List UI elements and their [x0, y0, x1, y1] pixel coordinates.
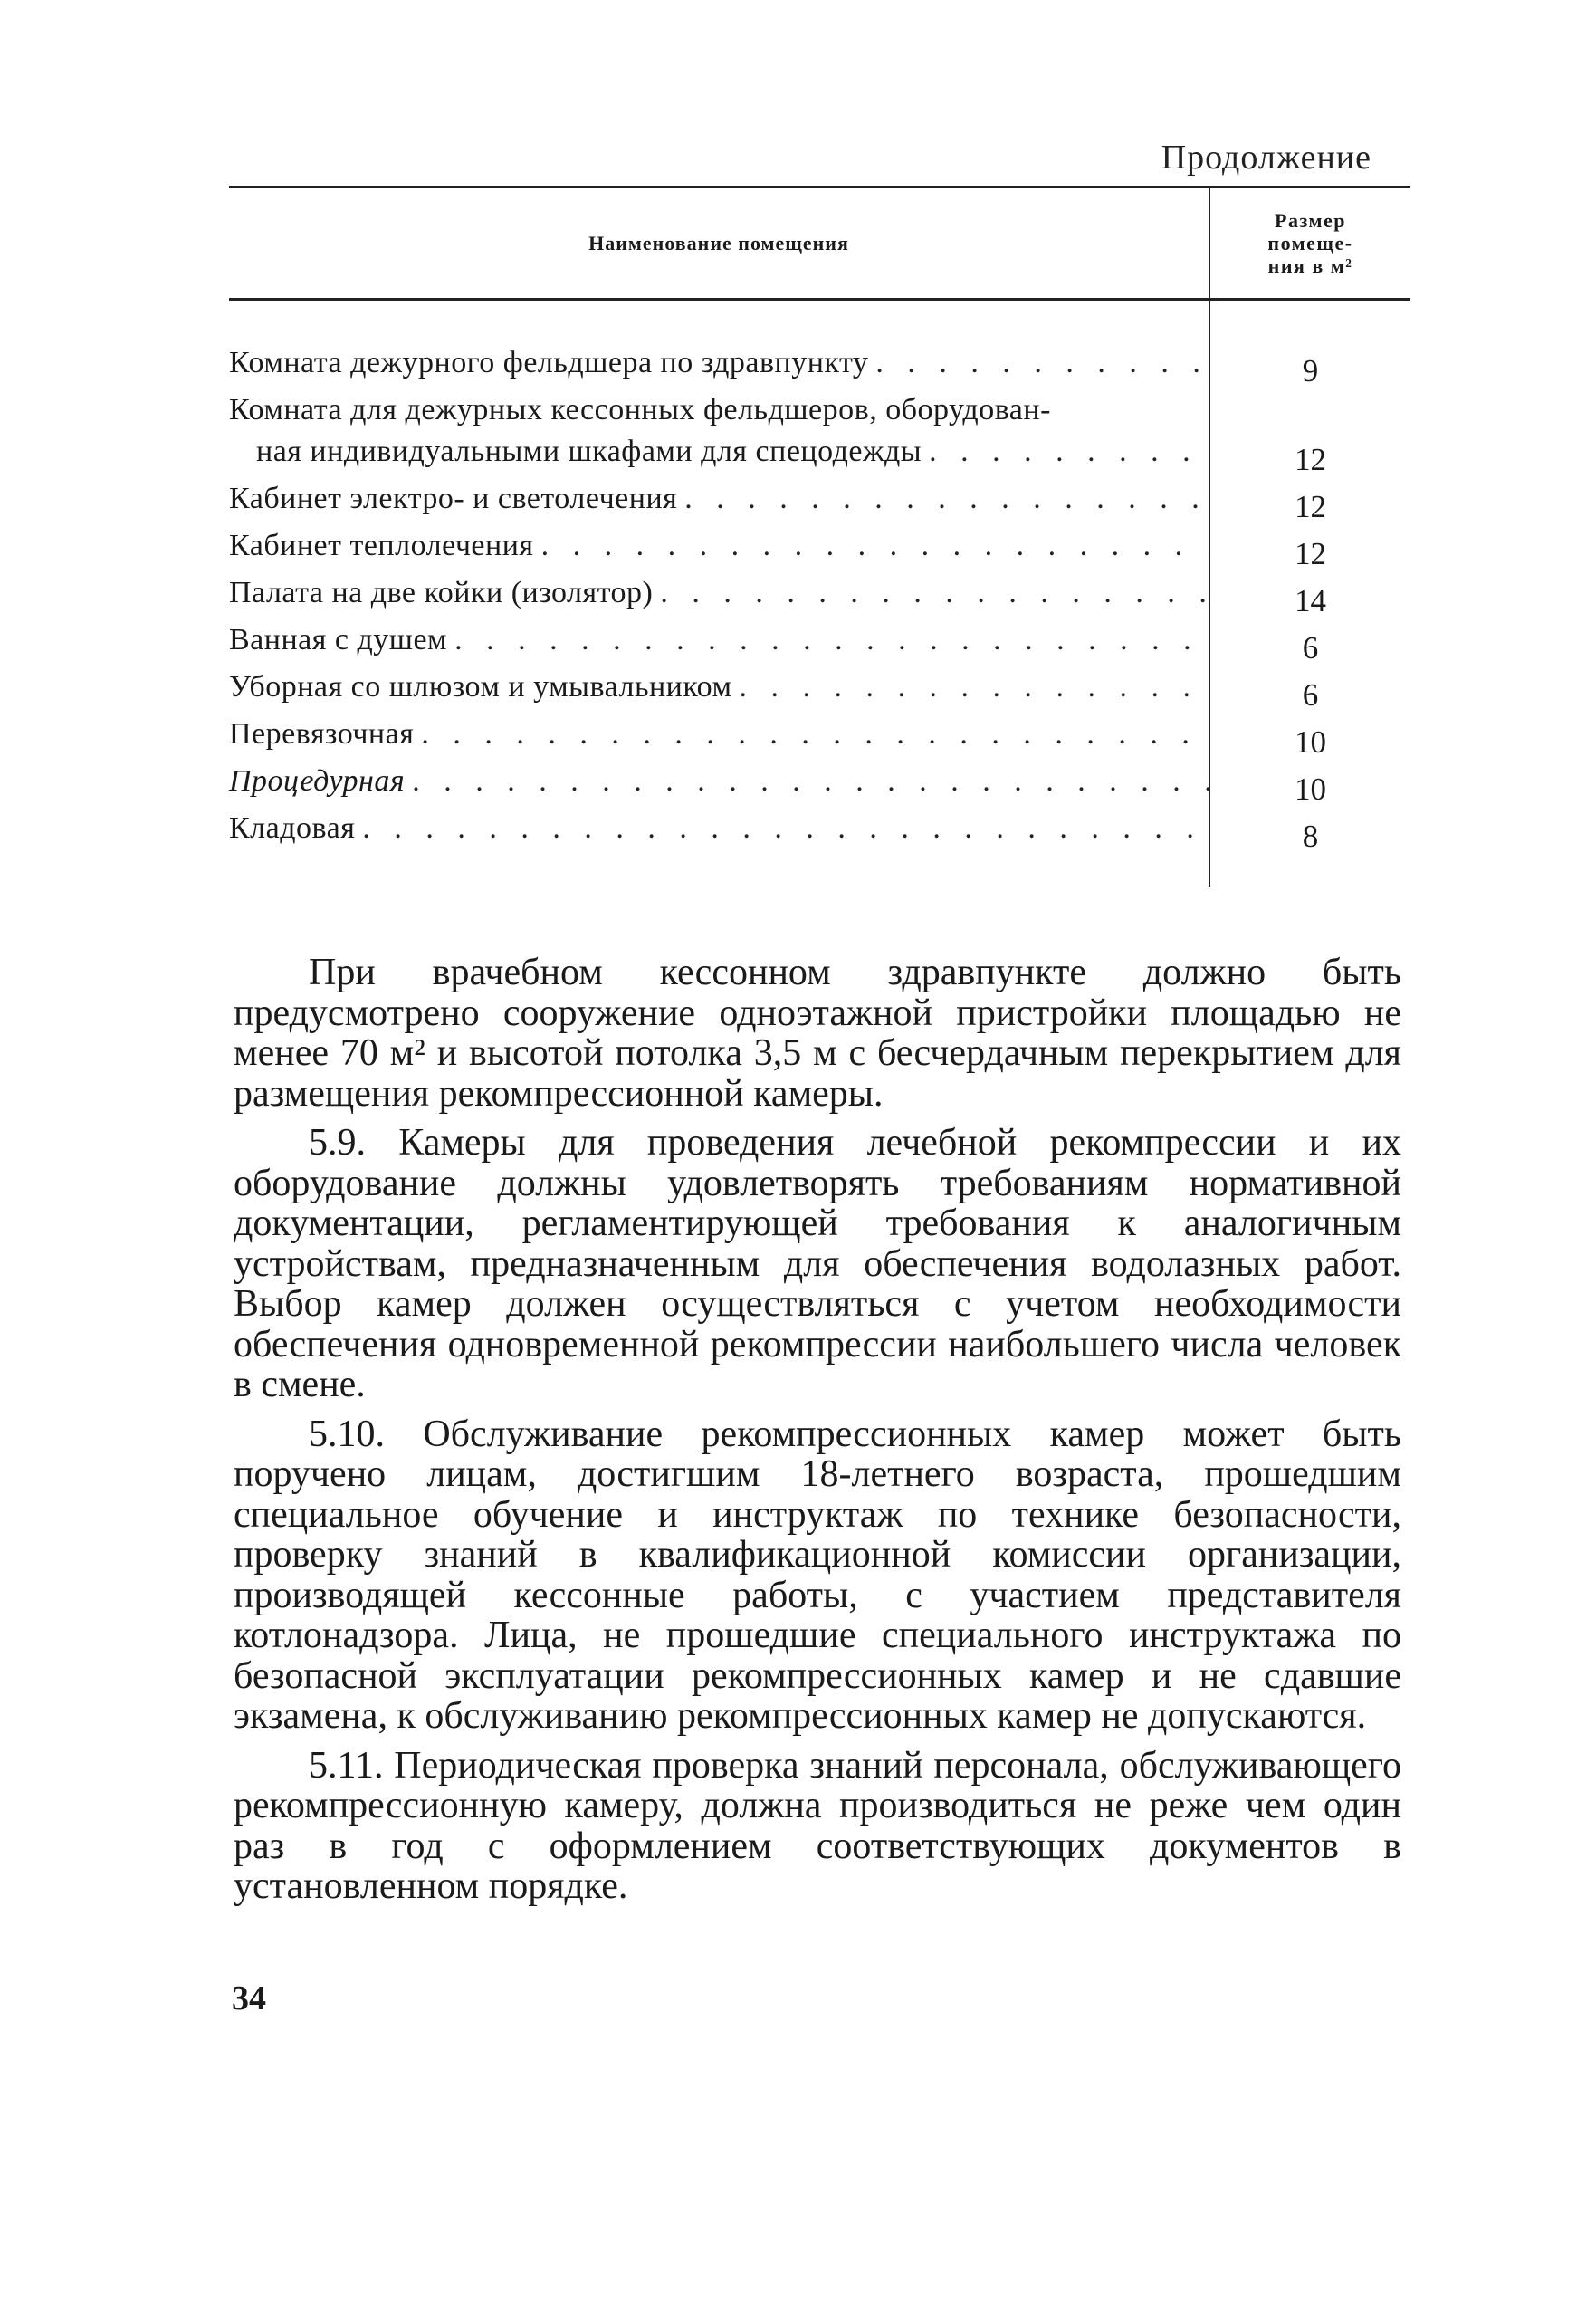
paragraph: При врачебном кессонном здравпункте должно быть предусмотрено сооружение одноэтажной пристройки площадью не менее 70 м² и высотой потолка 3,5 м с бесчердачным перекрытием для размещения рекомпрессионной камеры.	[234, 952, 1401, 1115]
room-name: Уборная со шлюзом и умывальником	[229, 670, 732, 704]
room-size: 12	[1295, 442, 1326, 477]
room-name: Комната дежурного фельдшера по здравпункту	[229, 346, 869, 379]
header-size-line: Размер	[1275, 209, 1346, 232]
header-room-size	[1209, 187, 1410, 300]
dot-leader	[414, 714, 1209, 755]
rooms-table	[229, 186, 1410, 887]
table-row	[229, 761, 1410, 808]
body-text	[234, 953, 1401, 1907]
table-row	[229, 342, 1410, 389]
table-row	[229, 619, 1410, 666]
table-row	[229, 525, 1410, 572]
paragraph: 5.9. Камеры для проведения лечебной рекомпрессии и их оборудование должны удовлетворять требованиям нормативной документации, регламентирующей требования к аналогичным устройствам, предназначенным для обеспечения водолазных работ. Выбор камер должен осуществляться с учетом необходимости обеспечения одновременной рекомпрессии наибольшего числа человек в смене.	[234, 1122, 1401, 1405]
dot-leader	[677, 478, 1209, 520]
continuation-label: Продолжение	[1161, 139, 1371, 177]
room-name: Кабинет теплолечения	[229, 529, 534, 562]
table-row	[229, 478, 1410, 525]
dot-leader	[868, 342, 1209, 384]
table-row	[229, 714, 1410, 761]
room-size: 6	[1302, 677, 1319, 713]
room-size: 6	[1302, 630, 1319, 666]
room-name-line-1: Комната для дежурных кессонных фельдшеров, оборудован-	[229, 393, 1051, 426]
dot-leader	[355, 808, 1209, 849]
room-name: Кабинет электро- и светолечения	[229, 482, 678, 515]
header-size-line: ния в м²	[1267, 254, 1353, 277]
dot-leader	[405, 761, 1209, 802]
room-name: Палата на две койки (изолятор)	[229, 576, 654, 609]
dot-leader	[922, 431, 1209, 473]
paragraph: 5.10. Обслуживание рекомпрессионных камер может быть поручено лицам, достигшим 18-летнего возраста, прошедшим специальное обучение и инструктаж по технике безопасности, проверку знаний в квалификационной комиссии организации, производящей кессонные работы, с участием представителя котлонадзора. Лица, не прошедшие специального инструктажа по безопасной эксплуатации рекомпрессионных камер и не сдавшие экзамена, к обслуживанию рекомпрессионных камер не допускаются.	[234, 1413, 1401, 1737]
room-name: Ванная с душем	[229, 623, 448, 656]
header-size-line: помеще-	[1267, 232, 1353, 254]
table-row	[229, 666, 1410, 714]
table-row	[229, 572, 1410, 619]
room-name-line-2: ная индивидуальными шкафами для спецодежды	[256, 435, 922, 468]
room-size: 9	[1302, 353, 1319, 388]
room-size: 8	[1302, 819, 1319, 854]
dot-leader	[732, 666, 1209, 708]
room-size: 12	[1295, 536, 1326, 571]
paragraph: 5.11. Периодическая проверка знаний персонала, обслуживающего рекомпрессионную камеру, должна производиться не реже чем один раз в год с оформлением соответствующих документов в установленном порядке.	[234, 1744, 1401, 1907]
table-header-row	[229, 187, 1410, 300]
room-name: Процедурная	[229, 764, 406, 798]
table-row	[229, 808, 1410, 855]
room-size: 10	[1295, 771, 1326, 807]
dot-leader	[653, 572, 1209, 614]
dot-leader	[534, 525, 1209, 567]
room-size: 12	[1295, 489, 1326, 524]
room-size: 14	[1295, 583, 1326, 618]
room-size: 10	[1295, 724, 1326, 760]
dot-leader	[447, 619, 1209, 661]
table-spacer	[229, 300, 1410, 343]
table-row	[229, 389, 1410, 478]
header-room-name: Наименование помещения	[229, 187, 1209, 300]
room-name: Перевязочная	[229, 717, 415, 751]
table-spacer	[229, 855, 1410, 887]
page-number: 34	[232, 1979, 266, 2017]
room-name: Кладовая	[229, 811, 356, 845]
